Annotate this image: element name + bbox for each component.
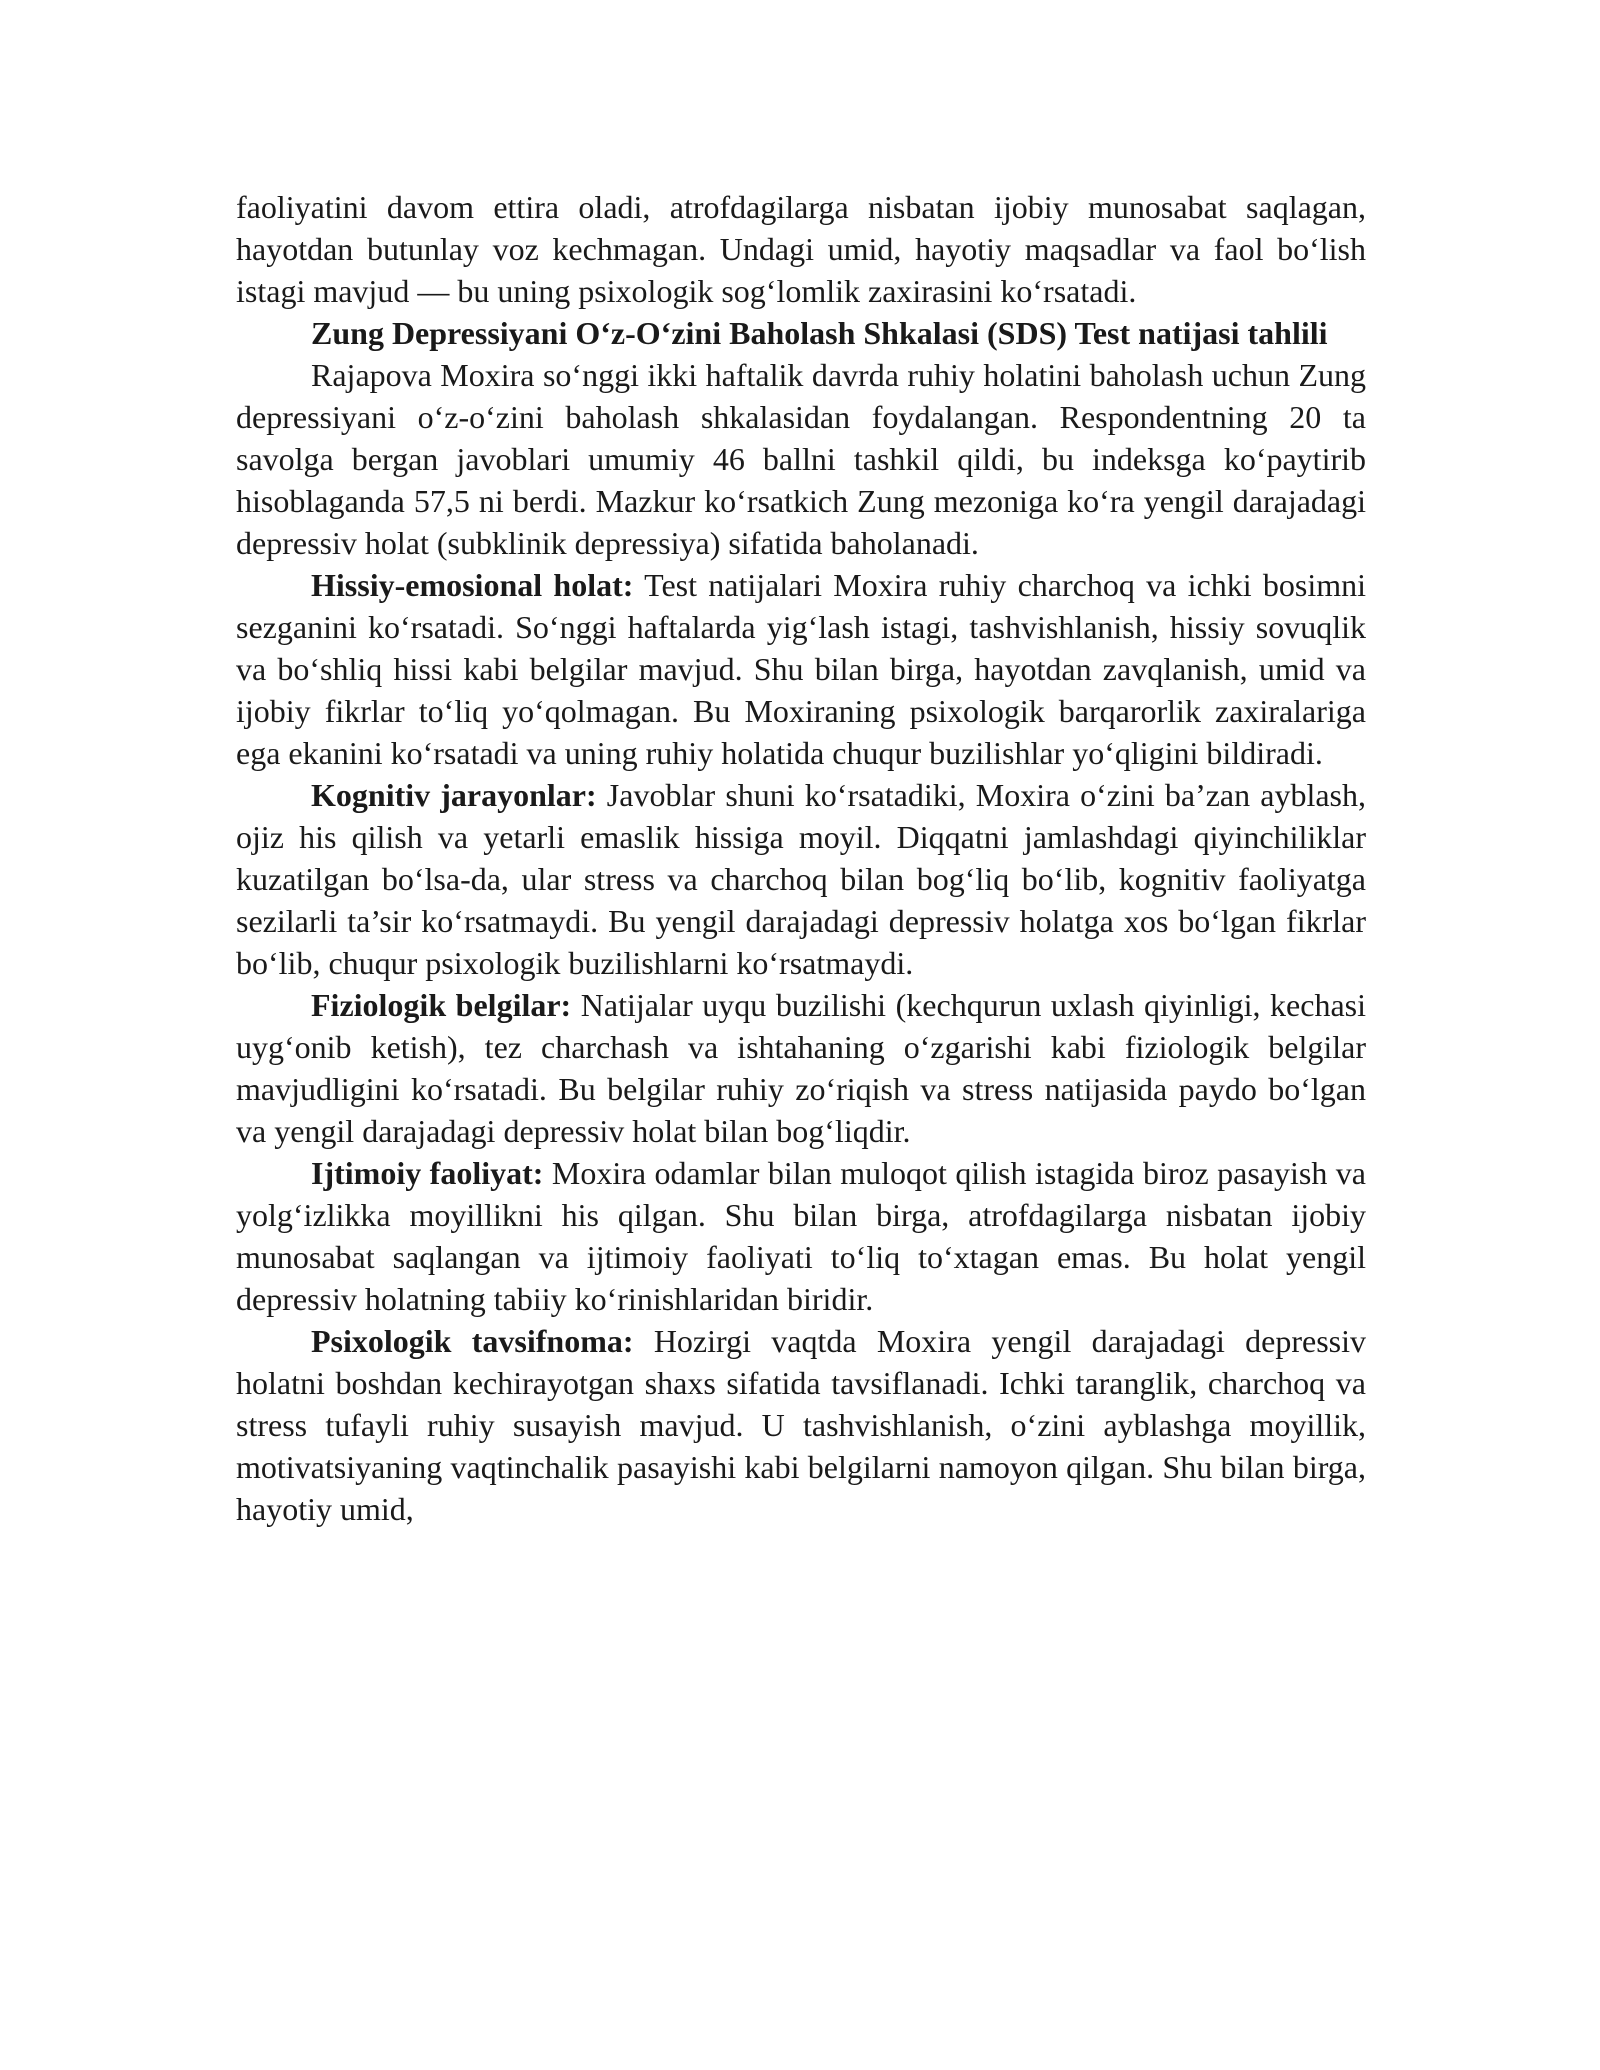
paragraph-cognitive bbox=[236, 774, 1366, 984]
paragraph-lead: Hissiy-emosional holat: bbox=[311, 567, 634, 603]
paragraph-text: Hozirgi vaqtda Moxira yengil darajadagi depressiv holatni boshdan kechirayotgan shaxs sifatida tavsiflanadi. Ichki taranglik, charchoq va stress tufayli ruhiy susayish mavjud. U tashvishlanish, o‘zini ayblashga moyillik, motivatsiyaning vaqtinchalik pasayishi kabi belgilarni namoyon qilgan. Shu bilan birga, hayotiy umid, bbox=[236, 1323, 1367, 1527]
section-heading: Zung Depressiyani O‘z-O‘zini Baholash Shkalasi (SDS) Test natijasi tahlili bbox=[311, 315, 1328, 351]
intro-paragraph: Rajapova Moxira so‘nggi ikki haftalik davrda ruhiy holatini baholash uchun Zung depressiyani o‘z-o‘zini baholash shkalasidan foydalangan. Respondentning 20 ta savolga bergan javoblari umumiy 46 ballni tashkil qildi, bu indeksga ko‘paytirib hisoblaganda 57,5 ni berdi. Mazkur ko‘rsatkich Zung mezoniga ko‘ra yengil darajadagi depressiv holat (subklinik depressiya) sifatida baholanadi. bbox=[236, 357, 1366, 561]
paragraph-lead: Fiziologik belgilar: bbox=[311, 987, 572, 1023]
paragraph-text: Javoblar shuni ko‘rsatadiki, Moxira o‘zini ba’zan ayblash, ojiz his qilish va yetarli emaslik hissiga moyil. Diqqatni jamlashdagi qiyinchiliklar kuzatilgan bo‘lsa-da, ular stress va charchoq bilan bog‘liq bo‘lib, kognitiv faoliyatga sezilarli ta’sir ko‘rsatmaydi. Bu yengil darajadagi depressiv holatga xos bo‘lgan fikrlar bo‘lib, chuqur psixologik buzilishlarni ko‘rsatmaydi. bbox=[236, 777, 1367, 981]
paragraph-lead: Psixologik tavsifnoma: bbox=[311, 1323, 634, 1359]
document-page bbox=[236, 186, 1366, 1530]
paragraph-text: Test natijalari Moxira ruhiy charchoq va ichki bosimni sezganini ko‘rsatadi. So‘nggi haftalarda yig‘lash istagi, tashvishlanish, hissiy sovuqlik va bo‘shliq hissi kabi belgilar mavjud. Shu bilan birga, hayotdan zavqlanish, umid va ijobiy fikrlar to‘liq yo‘qolmagan. Bu Moxiraning psixologik barqarorlik zaxiralariga ega ekanini ko‘rsatadi va uning ruhiy holatida chuqur buzilishlar yo‘qligini bildiradi. bbox=[236, 567, 1367, 771]
paragraph-physiological bbox=[236, 984, 1366, 1152]
paragraph-psychological-profile bbox=[236, 1320, 1366, 1530]
paragraph-lead: Ijtimoiy faoliyat: bbox=[311, 1155, 544, 1191]
paragraph-emotional-state bbox=[236, 564, 1366, 774]
paragraph-text: Moxira odamlar bilan muloqot qilish istagida biroz pasayish va yolg‘izlikka moyillikni his qilgan. Shu bilan birga, atrofdagilarga nisbatan ijobiy munosabat saqlangan va ijtimoiy faoliyati to‘liq to‘xtagan emas. Bu holat yengil depressiv holatning tabiiy ko‘rinishlaridan biridir. bbox=[236, 1155, 1366, 1317]
continuation-paragraph: faoliyatini davom ettira oladi, atrofdagilarga nisbatan ijobiy munosabat saqlagan, hayotdan butunlay voz kechmagan. Undagi umid, hayotiy maqsadlar va faol bo‘lish istagi mavjud — bu uning psixologik sog‘lomlik zaxirasini ko‘rsatadi. bbox=[236, 189, 1366, 309]
paragraph-lead: Kognitiv jarayonlar: bbox=[311, 777, 597, 813]
paragraph-social bbox=[236, 1152, 1366, 1320]
paragraph-text: Natijalar uyqu buzilishi (kechqurun uxlash qiyinligi, kechasi uyg‘onib ketish), tez charchash va ishtahaning o‘zgarishi kabi fiziologik belgilar mavjudligini ko‘rsatadi. Bu belgilar ruhiy zo‘riqish va stress natijasida paydo bo‘lgan va yengil darajadagi depressiv holat bilan bog‘liqdir. bbox=[236, 987, 1367, 1149]
